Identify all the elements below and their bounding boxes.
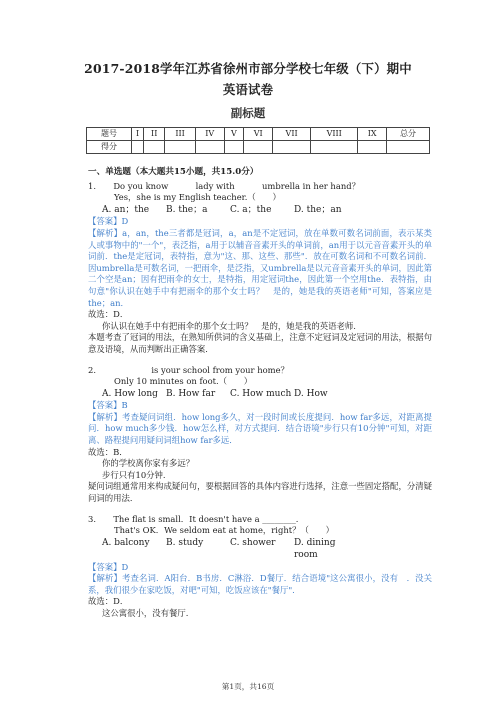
- score-cell: [273, 141, 311, 154]
- option-b: B. How far: [166, 388, 216, 399]
- score-cell: [132, 141, 144, 154]
- question-options: [88, 388, 432, 400]
- question-options: [88, 204, 432, 216]
- score-cell: [144, 141, 165, 154]
- question-1: [88, 181, 432, 356]
- explanation: 【解析】考查名词．A阳台．B书房．C淋浴．D餐厅．结合语境"这公寓很小，没有 ．没关系，我们很少在家吃饭，对吧"可知，吃饭应该在"餐厅".: [88, 573, 432, 595]
- conclusion: 故选：B．: [88, 446, 128, 457]
- score-header-cell: III: [165, 128, 195, 141]
- summary: 疑问词组通常用来构成疑问句，要根据回答的具体内容进行选择，注意一些固定搭配，分清疑问词的用法．: [88, 481, 432, 503]
- score-header-cell: VII: [273, 128, 311, 141]
- conclusion: 故选：D．: [88, 309, 129, 320]
- answer: 【答案】D: [88, 561, 129, 572]
- question-line2: Only 10 minutes on foot.（ ）: [114, 376, 253, 387]
- exam-title-line2: 英语试卷: [222, 82, 274, 97]
- option-c: C. a；the: [230, 205, 272, 216]
- option-a: A. How long: [102, 388, 158, 399]
- explanation: 【解析】a，an，the三者都是冠词，a，an是不定冠词，放在单数可数名词前面，表示某类人或事物中的"一个"，表泛指，a用于以辅音音素开头的单词前，an用于以元音音素开头的单词前．the是定冠词，表特指，意为"这、那、这些、那些"．放在可数名词和不可数名词前．因umbrella是可数名词，一把雨伞，是泛指，又umbrella是以元音音素开头的单词，因此第二个空是an；因有把雨伞的女士，是特指，用定冠词the，因此第一个空用the．表特指，由句意"你认识在她手中有把雨伞的那个女士吗？ 是的，她是我的英语老师"可知，答案应是the；an．: [88, 228, 433, 308]
- option-c: C. How much: [230, 388, 292, 399]
- translation: 这公寓很小，没有餐厅.: [102, 607, 189, 618]
- option-d: D. How: [294, 388, 328, 399]
- question-line2: That's OK．We seldom eat at home，right？（ ）: [114, 525, 334, 536]
- score-table-score-row: [87, 141, 430, 154]
- question-stem: 1. Do you know lady with umbrella in her hand？: [88, 180, 360, 191]
- score-header-cell: 总分: [387, 128, 430, 141]
- translation: 你认识在她手中有把雨伞的那个女士吗？ 是的，她是我的英语老师.: [102, 320, 356, 331]
- question-line2: Yes，she is my English teacher.（ ）: [114, 192, 281, 203]
- score-header-cell: II: [144, 128, 165, 141]
- question-number: 1.: [88, 180, 96, 191]
- score-cell: [165, 141, 195, 154]
- question-number: 2.: [88, 364, 96, 375]
- score-header-cell: V: [224, 128, 244, 141]
- option-d: D. dining room: [294, 537, 336, 561]
- score-header-cell: I: [132, 128, 144, 141]
- score-cell: [195, 141, 224, 154]
- score-cell: [387, 141, 430, 154]
- score-table: [86, 127, 430, 154]
- option-b: B. the；a: [166, 205, 208, 216]
- score-cell: [311, 141, 358, 154]
- subtitle: 副标题: [230, 106, 266, 120]
- conclusion: 故选：D．: [88, 596, 129, 607]
- exam-content: [88, 167, 432, 619]
- translation-line2: 步行只有10分钟.: [102, 469, 166, 480]
- score-header-cell: 题号: [87, 128, 132, 141]
- score-header-cell: IV: [195, 128, 224, 141]
- explanation: 【解析】考查疑问词组．how long多久，对一段时间或长度提问．how far多远，对距离提问．how much多少钱．how怎么样，对方式提问．结合语境"步行只有10分钟"可知，对距离、路程提问用疑问词组how far多远．: [88, 411, 432, 445]
- score-row-label: 得分: [87, 141, 132, 154]
- score-cell: [224, 141, 244, 154]
- section-heading: 一、单选题（本大题共15小题，共15.0分）: [88, 167, 259, 177]
- question-number: 3.: [88, 513, 96, 524]
- answer: 【答案】D: [88, 216, 129, 227]
- score-table-header-row: [87, 128, 430, 141]
- question-stem: 3. The flat is small．It doesn't have a ________.: [88, 513, 299, 524]
- answer: 【答案】B: [88, 400, 128, 411]
- score-header-cell: VI: [244, 128, 273, 141]
- score-cell: [244, 141, 273, 154]
- translation-line1: 你的学校离你家有多远？: [102, 458, 195, 469]
- option-c: C. shower: [230, 537, 276, 548]
- option-a: A. an；the: [102, 205, 150, 216]
- score-cell: [358, 141, 387, 154]
- score-header-cell: VIII: [311, 128, 358, 141]
- option-d: D. the；an: [294, 205, 342, 216]
- question-stem: 2. is your school from your home？: [88, 364, 289, 375]
- page-footer: 第1页，共16页: [221, 682, 275, 691]
- option-b: B. study: [166, 537, 204, 548]
- summary: 本题考查了冠词的用法，在熟知所供词的含义基础上，注意不定冠词及定冠词的用法，根据句意及语境，从而判断出正确答案．: [88, 332, 432, 354]
- score-header-cell: IX: [358, 128, 387, 141]
- question-options: [88, 537, 432, 562]
- exam-title-line1: 2017-2018学年江苏省徐州市部分学校七年级（下）期中: [84, 61, 412, 76]
- question-2: [88, 365, 432, 505]
- option-a: A. balcony: [102, 537, 150, 548]
- question-3: [88, 514, 432, 620]
